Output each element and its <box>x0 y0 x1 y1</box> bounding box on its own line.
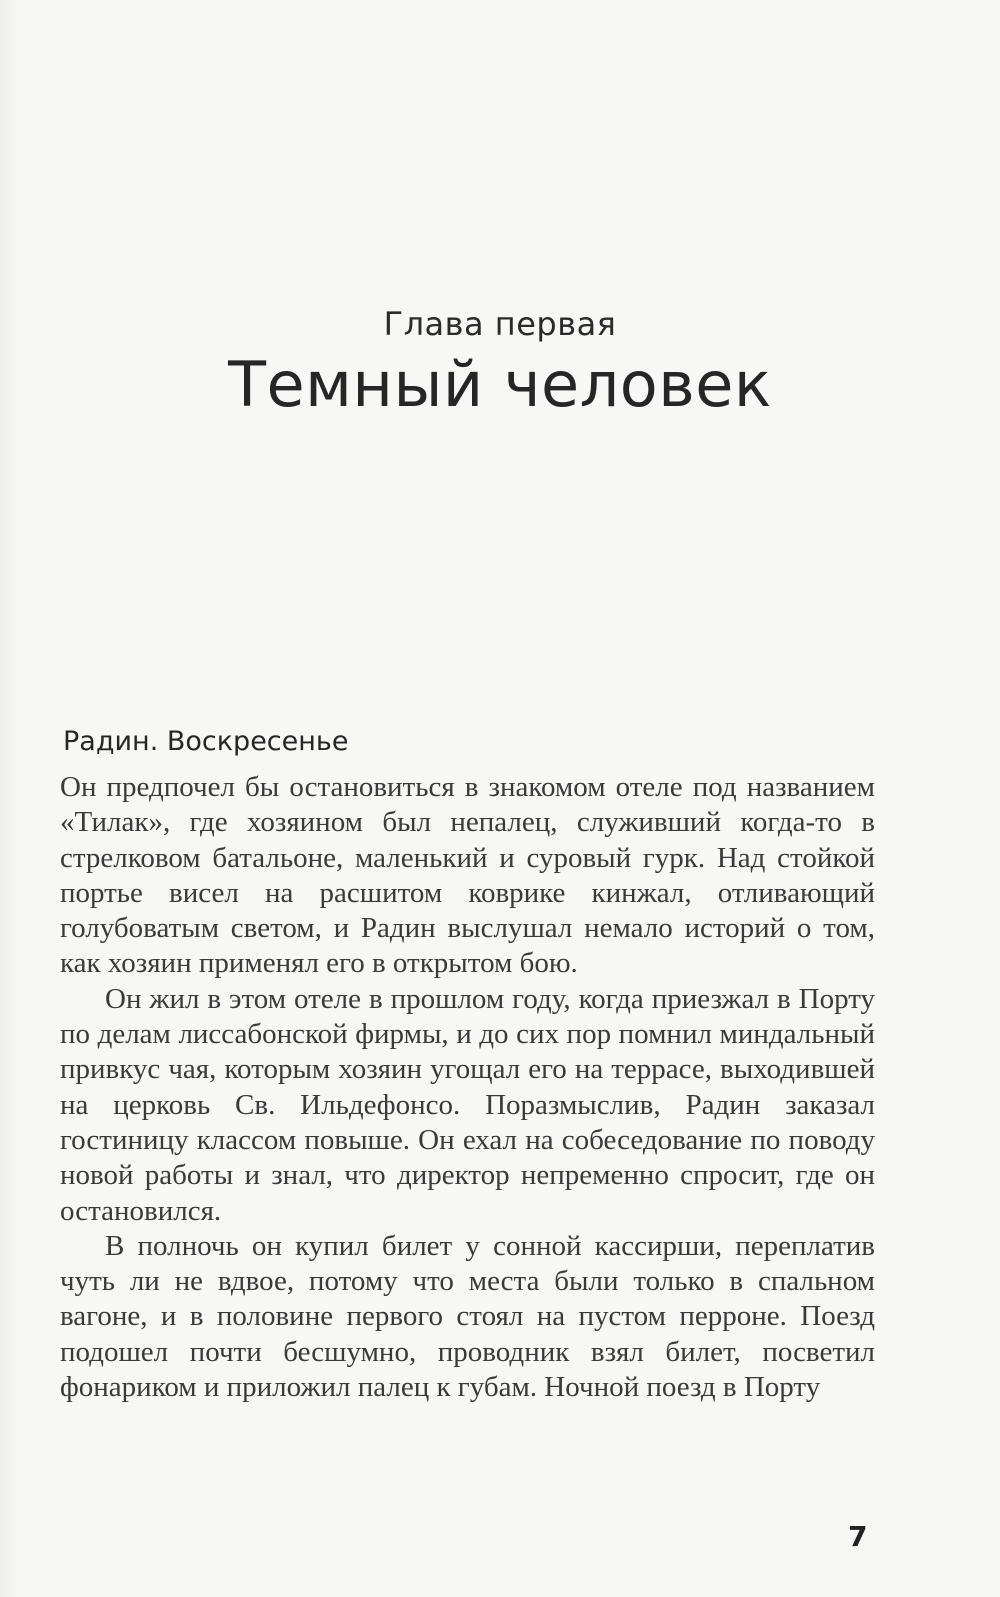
body-text <box>60 770 875 1405</box>
chapter-title: Темный человек <box>228 348 772 421</box>
paragraph-2: Он жил в этом отеле в прошлом году, когда приезжал в Порту по делам лиссабонской фирмы, и до сих пор помнил миндальный привкус чая, которым хозяин угощал его на террасе, выходившей на церковь Св. Ильдефонсо. Поразмыслив, Радин заказал гостиницу классом повыше. Он ехал на собеседование по поводу новой работы и знал, что директор непременно спросит, где он остановился. <box>60 982 875 1227</box>
page-number: 7 <box>848 1520 868 1553</box>
paragraph-1: Он предпочел бы остановиться в знакомом отеле под названием «Тилак», где хозяином был непалец, служивший когда-то в стрелковом батальоне, маленький и суровый гурк. Над стойкой портье висел на расшитом коврике кинжал, отливающий голубоватым светом, и Радин выслушал немало историй о том, как хозяин применял его в открытом бою. <box>60 771 875 980</box>
paragraph-3: В полночь он купил билет у сонной кассирши, переплатив чуть ли не вдвое, потому что места были только в спальном вагоне, и в половине первого стоял на пустом перроне. Поезд подошел почти бесшумно, проводник взял билет, посветил фонариком и приложил палец к губам. Ночной поезд в Порту <box>60 1229 875 1404</box>
chapter-label: Глава первая <box>383 305 617 343</box>
section-heading: Радин. Воскресенье <box>63 726 349 757</box>
